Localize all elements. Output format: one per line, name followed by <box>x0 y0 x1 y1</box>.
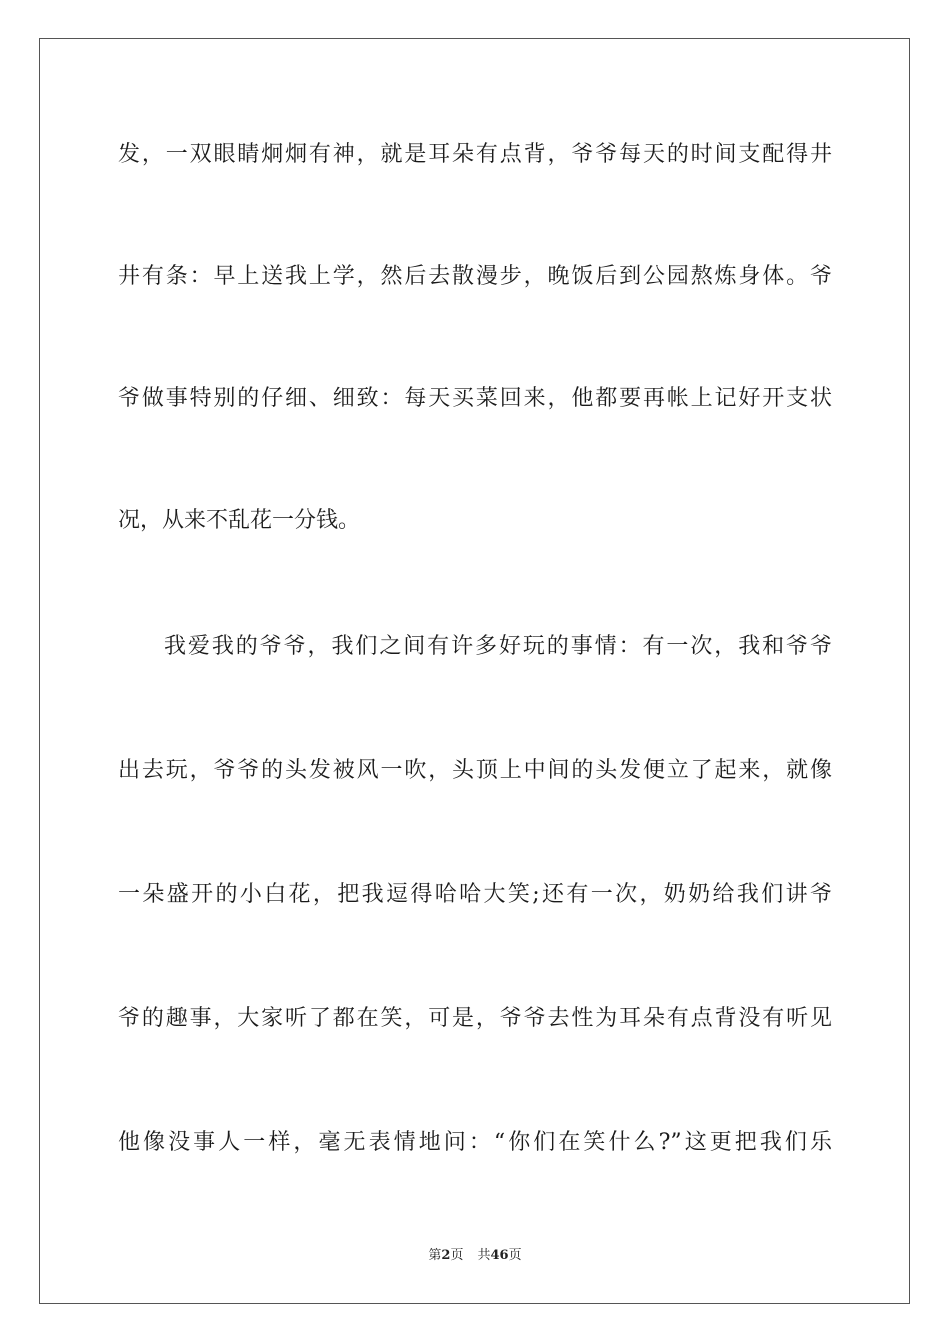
text-line-3: 爷做事特别的仔细、细致：每天买菜回来，他都要再帐上记好开支状 <box>118 386 832 411</box>
text-line-8: 爷的趣事，大家听了都在笑，可是，爷爷去性为耳朵有点背没有听见 <box>118 1006 832 1031</box>
text-line-1: 发，一双眼睛炯炯有神，就是耳朵有点背，爷爷每天的时间支配得井 <box>118 142 832 167</box>
total-pages: 46 <box>490 1248 509 1263</box>
text-line-9: 他像没事人一样，毫无表情地问：“你们在笑什么?”这更把我们乐 <box>118 1130 832 1155</box>
total-suffix: 页 <box>508 1248 522 1263</box>
page-border <box>39 38 910 1304</box>
text-line-6: 出去玩，爷爷的头发被风一吹，头顶上中间的头发便立了起来，就像 <box>118 758 832 783</box>
text-line-7: 一朵盛开的小白花，把我逗得哈哈大笑;还有一次，奶奶给我们讲爷 <box>118 882 832 907</box>
page-prefix: 第 <box>428 1248 442 1263</box>
page-suffix: 页 <box>450 1248 464 1263</box>
page-footer <box>0 1247 950 1265</box>
text-line-4: 况，从来不乱花一分钱。 <box>118 508 361 533</box>
text-line-5: 我爱我的爷爷，我们之间有许多好玩的事情：有一次，我和爷爷 <box>164 634 832 659</box>
total-prefix: 共 <box>477 1248 491 1263</box>
page-number: 2 <box>441 1248 451 1263</box>
text-line-2: 井有条：早上送我上学，然后去散漫步，晚饭后到公园熬炼身体。爷 <box>118 264 832 289</box>
